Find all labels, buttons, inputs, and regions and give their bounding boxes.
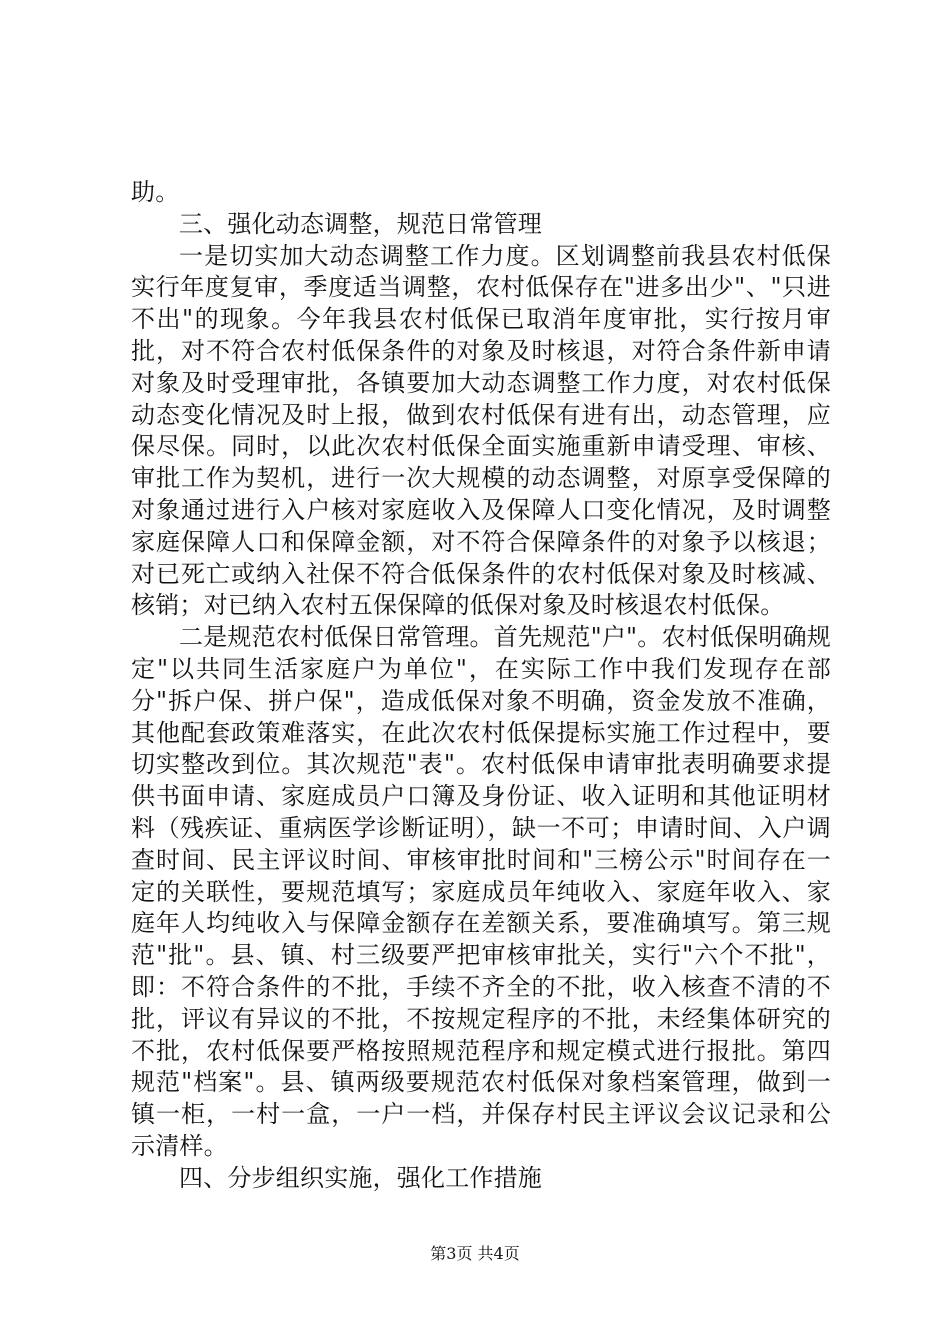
paragraph-continuation: 助。: [131, 178, 180, 206]
section-heading-4: 四、分步组织实施，强化工作措施: [179, 1163, 542, 1192]
page-footer: [0, 1244, 950, 1264]
paragraph-dynamic-adjustment: 一是切实加大动态调整工作力度。区划调整前我县农村低保实行年度复审，季度适当调整，农村低保存在"进多出少"、"只进不出"的现象。今年我县农村低保已取消年度审批，实行按月审批，对不符合农村低保条件的对象及时核退，对符合条件新申请对象及时受理审批，各镇要加大动态调整工作力度，对农村低保动态变化情况及时上报，做到农村低保有进有出，动态管理，应保尽保。同时，以此次农村低保全面实施重新申请受理、审核、审批工作为契机，进行一次大规模的动态调整，对原享受保障的对象通过进行入户核对家庭收入及保障人口变化情况，及时调整家庭保障人口和保障金额，对不符合保障条件的对象予以核退；对已死亡或纳入社保不符合低保条件的农村低保对象及时核减、核销；对已纳入农村五保保障的低保对象及时核退农村低保。: [131, 241, 831, 620]
paragraph-daily-management: 二是规范农村低保日常管理。首先规范"户"。农村低保明确规定"以共同生活家庭户为单位"，在实际工作中我们发现存在部分"拆户保、拼户保"，造成低保对象不明确，资金发放不准确，其他配套政策难落实，在此次农村低保提标实施工作过程中，要切实整改到位。其次规范"表"。农村低保申请审批表明确要求提供书面申请、家庭成员户口簿及身份证、收入证明和其他证明材料（残疾证、重病医学诊断证明），缺一不可；申请时间、入户调查时间、民主评议时间、审核审批时间和"三榜公示"时间存在一定的关联性，要规范填写；家庭成员年纯收入、家庭年收入、家庭年人均纯收入与保障金额存在差额关系，要准确填写。第三规范"批"。县、镇、村三级要严把审核审批关，实行"六个不批"，即：不符合条件的不批，手续不齐全的不批，收入核查不清的不批，评议有异议的不批，不按规定程序的不批，未经集体研究的不批，农村低保要严格按照规范程序和规定模式进行报批。第四规范"档案"。县、镇两级要规范农村低保对象档案管理，做到一镇一柜，一村一盒，一户一档，并保存村民主评议会议记录和公示清样。: [131, 623, 831, 1160]
page-number: 第3页 共4页: [430, 1244, 520, 1263]
section-heading-3: 三、强化动态调整，规范日常管理: [179, 209, 542, 238]
document-body: [131, 177, 831, 1195]
